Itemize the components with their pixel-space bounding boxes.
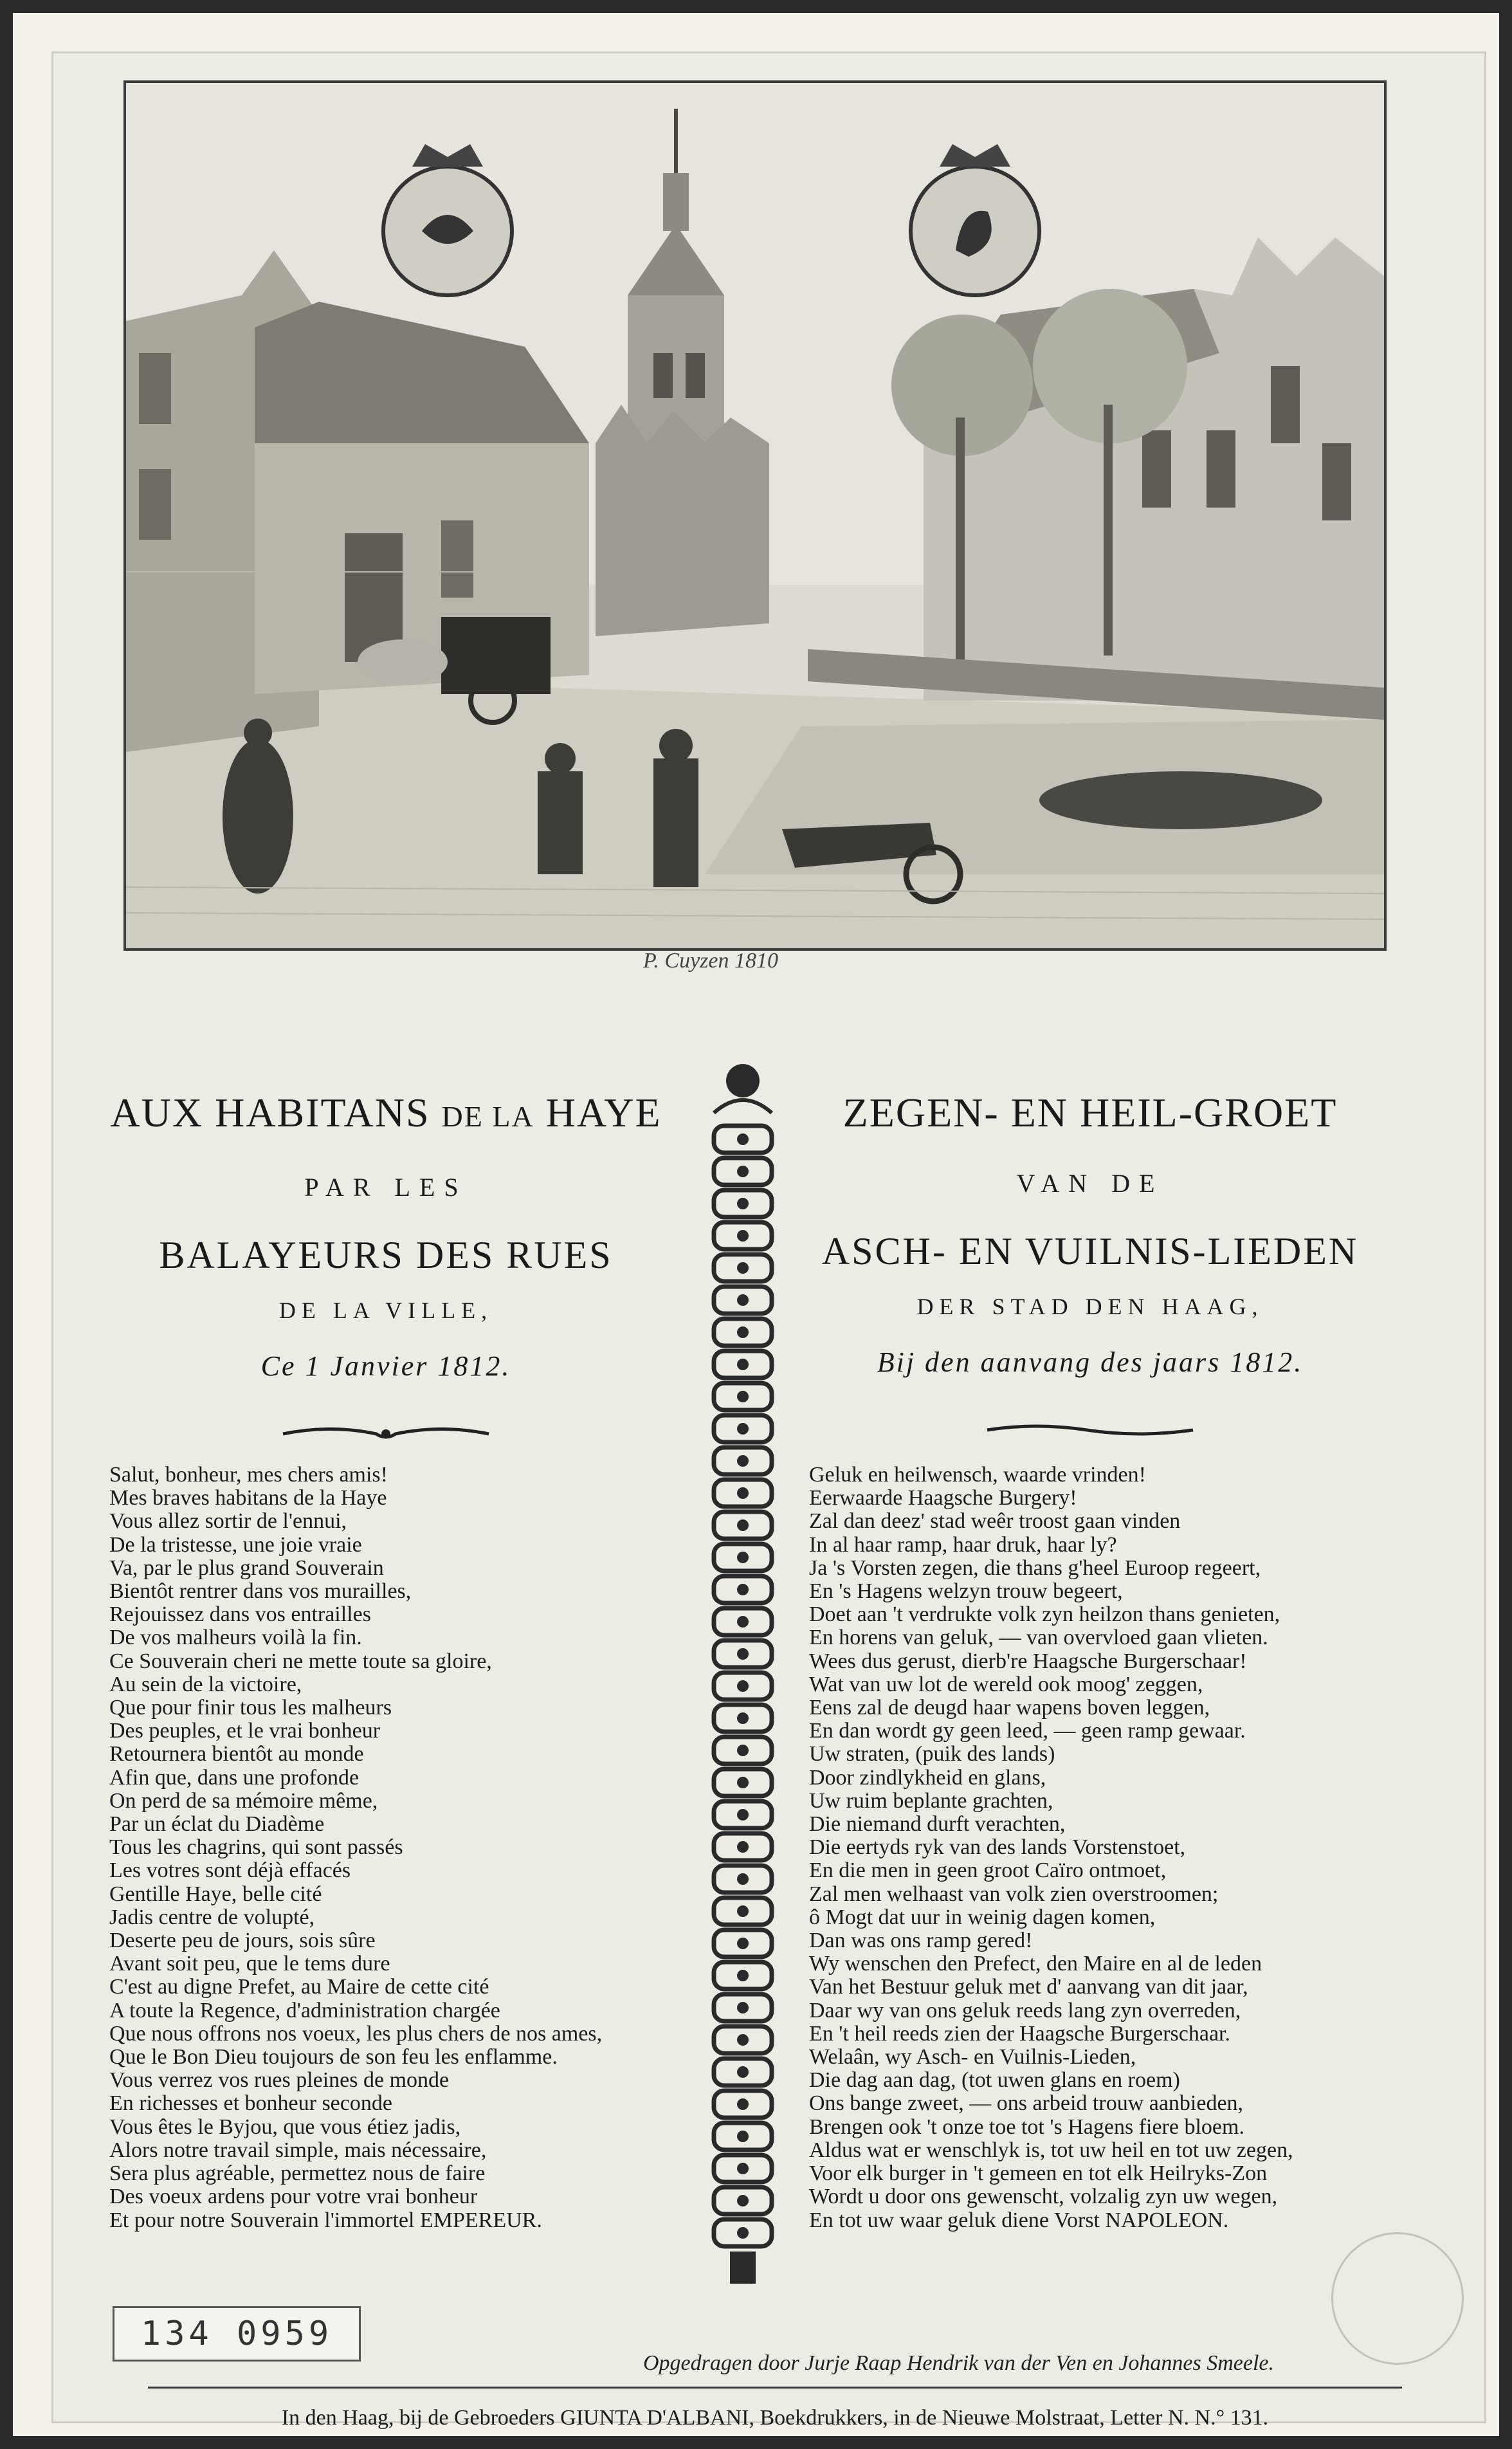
poem-line: Va, par le plus grand Souverain <box>109 1555 384 1580</box>
poem-line: Tous les chagrins, qui sont passés <box>109 1835 403 1860</box>
dutch-title-line3: ASCH- EN VUILNIS-LIEDEN <box>821 1230 1359 1272</box>
poem-line: Vous verrez vos rues pleines de monde <box>109 2068 450 2093</box>
poem-line: Mes braves habitans de la Haye <box>109 1486 387 1510</box>
poem-line: Aldus wat er wenschlyk is, tot uw heil en tot uw zegen, <box>809 2138 1293 2162</box>
library-stamp-mark <box>1331 2232 1464 2365</box>
poem-line: Zal dan deez' stad weêr troost gaan vinden <box>809 1509 1181 1534</box>
dutch-title-line1: ZEGEN- EN HEIL-GROET <box>843 1090 1338 1135</box>
poem-line: Voor elk burger in 't gemeen en tot elk Heilryks-Zon <box>809 2161 1268 2186</box>
poem-line: Bientôt rentrer dans vos murailles, <box>109 1579 412 1604</box>
poem-line: Wees dus gerust, dierb're Haagsche Burgerschaar! <box>809 1649 1247 1673</box>
poem-line: Brengen ook 't onze toe tot 's Hagens fiere bloem. <box>809 2114 1244 2139</box>
photograph-mount <box>13 13 1499 2436</box>
printer-imprint: In den Haag, bij de Gebroeders GIUNTA D'ALBANI, Boekdrukkers, in de Nieuwe Molstraat, Letter N. N.° 131. <box>281 2406 1269 2430</box>
french-title-line4: DE LA VILLE, <box>278 1298 493 1323</box>
poem-line: Par un éclat du Diadème <box>109 1812 325 1837</box>
poem-line: Zal men welhaast van volk zien overstroomen; <box>809 1882 1219 1906</box>
poem-line: Que pour finir tous les malheurs <box>109 1696 392 1720</box>
poem-line: Van het Bestuur geluk met d' aanvang van dit jaar, <box>809 1975 1248 1999</box>
poem-line: Geluk en heilwensch, waarde vrinden! <box>809 1463 1146 1487</box>
flourish-ornament <box>280 1421 492 1447</box>
poem-line: Wat van uw lot de wereld ook moog' zeggen, <box>809 1672 1203 1696</box>
poem-line: In al haar ramp, haar druk, haar ly? <box>809 1532 1117 1557</box>
poem-line: De la tristesse, une joie vraie <box>109 1532 362 1557</box>
ornamental-divider <box>695 1055 791 2297</box>
poem-line: Eens zal de deugd haar wapens boven leggen, <box>809 1696 1210 1720</box>
poem-line: En tot uw waar geluk diene Vorst NAPOLEON. <box>809 2208 1229 2232</box>
poem-line: Ce Souverain cheri ne mette toute sa gloire, <box>109 1649 492 1673</box>
french-date-line: Ce 1 Janvier 1812. <box>260 1350 511 1382</box>
poem-line: En die men in geen groot Caïro ontmoet, <box>809 1858 1167 1883</box>
catalog-number-label: 134 0959 <box>113 2306 361 2362</box>
dedication-line: Opgedragen door Jurje Raap Hendrik van der Ven en Johannes Smeele. <box>643 2351 1275 2375</box>
dutch-heading <box>801 1087 1380 1446</box>
poem-line: Vous êtes le Byjou, que vous étiez jadis, <box>109 2114 461 2139</box>
poem-line: En 't heil reeds zien der Haagsche Burgerschaar. <box>809 2021 1230 2046</box>
poem-line: Afin que, dans une profonde <box>109 1765 360 1790</box>
poem-line: Deserte peu de jours, sois sûre <box>109 1929 376 1953</box>
poem-line: En horens van geluk, — van overvloed gaan vlieten. <box>809 1626 1268 1650</box>
poem-line: Door zindlykheid en glans, <box>809 1765 1046 1790</box>
poem-line: Eerwaarde Haagsche Burgery! <box>809 1486 1077 1510</box>
dutch-date-line: Bij den aanvang des jaars 1812. <box>877 1346 1304 1378</box>
poem-line: Ons bange zweet, — ons arbeid trouw aanbieden, <box>809 2091 1244 2116</box>
poem-line: Uw straten, (puik des lands) <box>809 1742 1055 1766</box>
poem-line: Vous allez sortir de l'ennui, <box>109 1509 347 1534</box>
poem-line: Doet aan 't verdrukte volk zyn heilzon thans genieten, <box>809 1602 1280 1627</box>
poem-line: Et pour notre Souverain l'immortel EMPEREUR. <box>109 2208 542 2232</box>
poem-line: Que le Bon Dieu toujours de son feu les enflamme. <box>109 2045 558 2069</box>
poem-line: Avant soit peu, que le tems dure <box>109 1952 390 1976</box>
poem-line: Que nous offrons nos voeux, les plus chers de nos ames, <box>109 2021 603 2046</box>
poem-line: Daar wy van ons geluk reeds lang zyn overreden, <box>809 1998 1241 2022</box>
poem-line: Rejouissez dans vos entrailles <box>109 1602 371 1627</box>
poem-line: Les votres sont déjà effacés <box>109 1858 351 1883</box>
poem-line: Salut, bonheur, mes chers amis! <box>109 1463 388 1487</box>
flourish-ornament <box>984 1417 1196 1443</box>
poem-line: De vos malheurs voilà la fin. <box>109 1626 362 1650</box>
poem-line: En 's Hagens welzyn trouw begeert, <box>809 1579 1123 1604</box>
poem-line: A toute la Regence, d'administration chargée <box>109 1998 500 2022</box>
french-title-line2: PAR LES <box>304 1173 468 1202</box>
poem-line: Welaân, wy Asch- en Vuilnis-Lieden, <box>809 2045 1136 2069</box>
poem-line: Die eertyds ryk van des lands Vorstenstoet, <box>809 1835 1186 1860</box>
poem-line: C'est au digne Prefet, au Maire de cette cité <box>109 1975 489 1999</box>
poem-line: Jadis centre de volupté, <box>109 1905 315 1929</box>
french-heading <box>96 1087 675 1450</box>
poem-line: ô Mogt dat uur in weinig dagen komen, <box>809 1905 1156 1929</box>
poem-line: Alors notre travail simple, mais nécessaire, <box>109 2138 487 2162</box>
poem-line: Retournera bientôt au monde <box>109 1742 364 1766</box>
broadside-sheet <box>51 51 1486 2430</box>
engraver-signature: P. Cuyzen 1810 <box>643 949 778 973</box>
dutch-title-line4: DER STAD DEN HAAG, <box>916 1294 1264 1319</box>
poem-line: Die niemand durft verachten, <box>809 1812 1066 1837</box>
engraving-illustration <box>123 80 1387 951</box>
french-poem <box>109 1463 602 2232</box>
dutch-poem <box>809 1463 1293 2232</box>
poem-line: En dan wordt gy geen leed, — geen ramp gewaar. <box>809 1719 1246 1743</box>
poem-line: Au sein de la victoire, <box>109 1672 302 1696</box>
poem-line: Dan was ons ramp gered! <box>809 1929 1033 1953</box>
poem-line: En richesses et bonheur seconde <box>109 2091 392 2116</box>
poem-line: Gentille Haye, belle cité <box>109 1882 322 1906</box>
poem-line: Die dag aan dag, (tot uwen glans en roem) <box>809 2068 1180 2093</box>
french-title-line1: AUX HABITANS DE LA HAYE <box>110 1090 662 1135</box>
poem-line: On perd de sa mémoire même, <box>109 1788 378 1813</box>
poem-line: Des voeux ardens pour votre vrai bonheur <box>109 2185 478 2209</box>
poem-line: Wy wenschen den Prefect, den Maire en al de leden <box>809 1952 1262 1976</box>
french-title-line3: BALAYEURS DES RUES <box>159 1234 613 1276</box>
poem-line: Des peuples, et le vrai bonheur <box>109 1719 381 1743</box>
dutch-title-line2: VAN DE <box>1016 1169 1164 1198</box>
poem-line: Wordt u door ons gewenscht, volzalig zyn uw wegen, <box>809 2185 1278 2209</box>
poem-line: Ja 's Vorsten zegen, die thans g'heel Euroop regeert, <box>809 1555 1261 1580</box>
poem-line: Uw ruim beplante grachten, <box>809 1788 1053 1813</box>
footer-rule <box>148 2387 1402 2389</box>
poem-line: Sera plus agréable, permettez nous de faire <box>109 2161 486 2186</box>
